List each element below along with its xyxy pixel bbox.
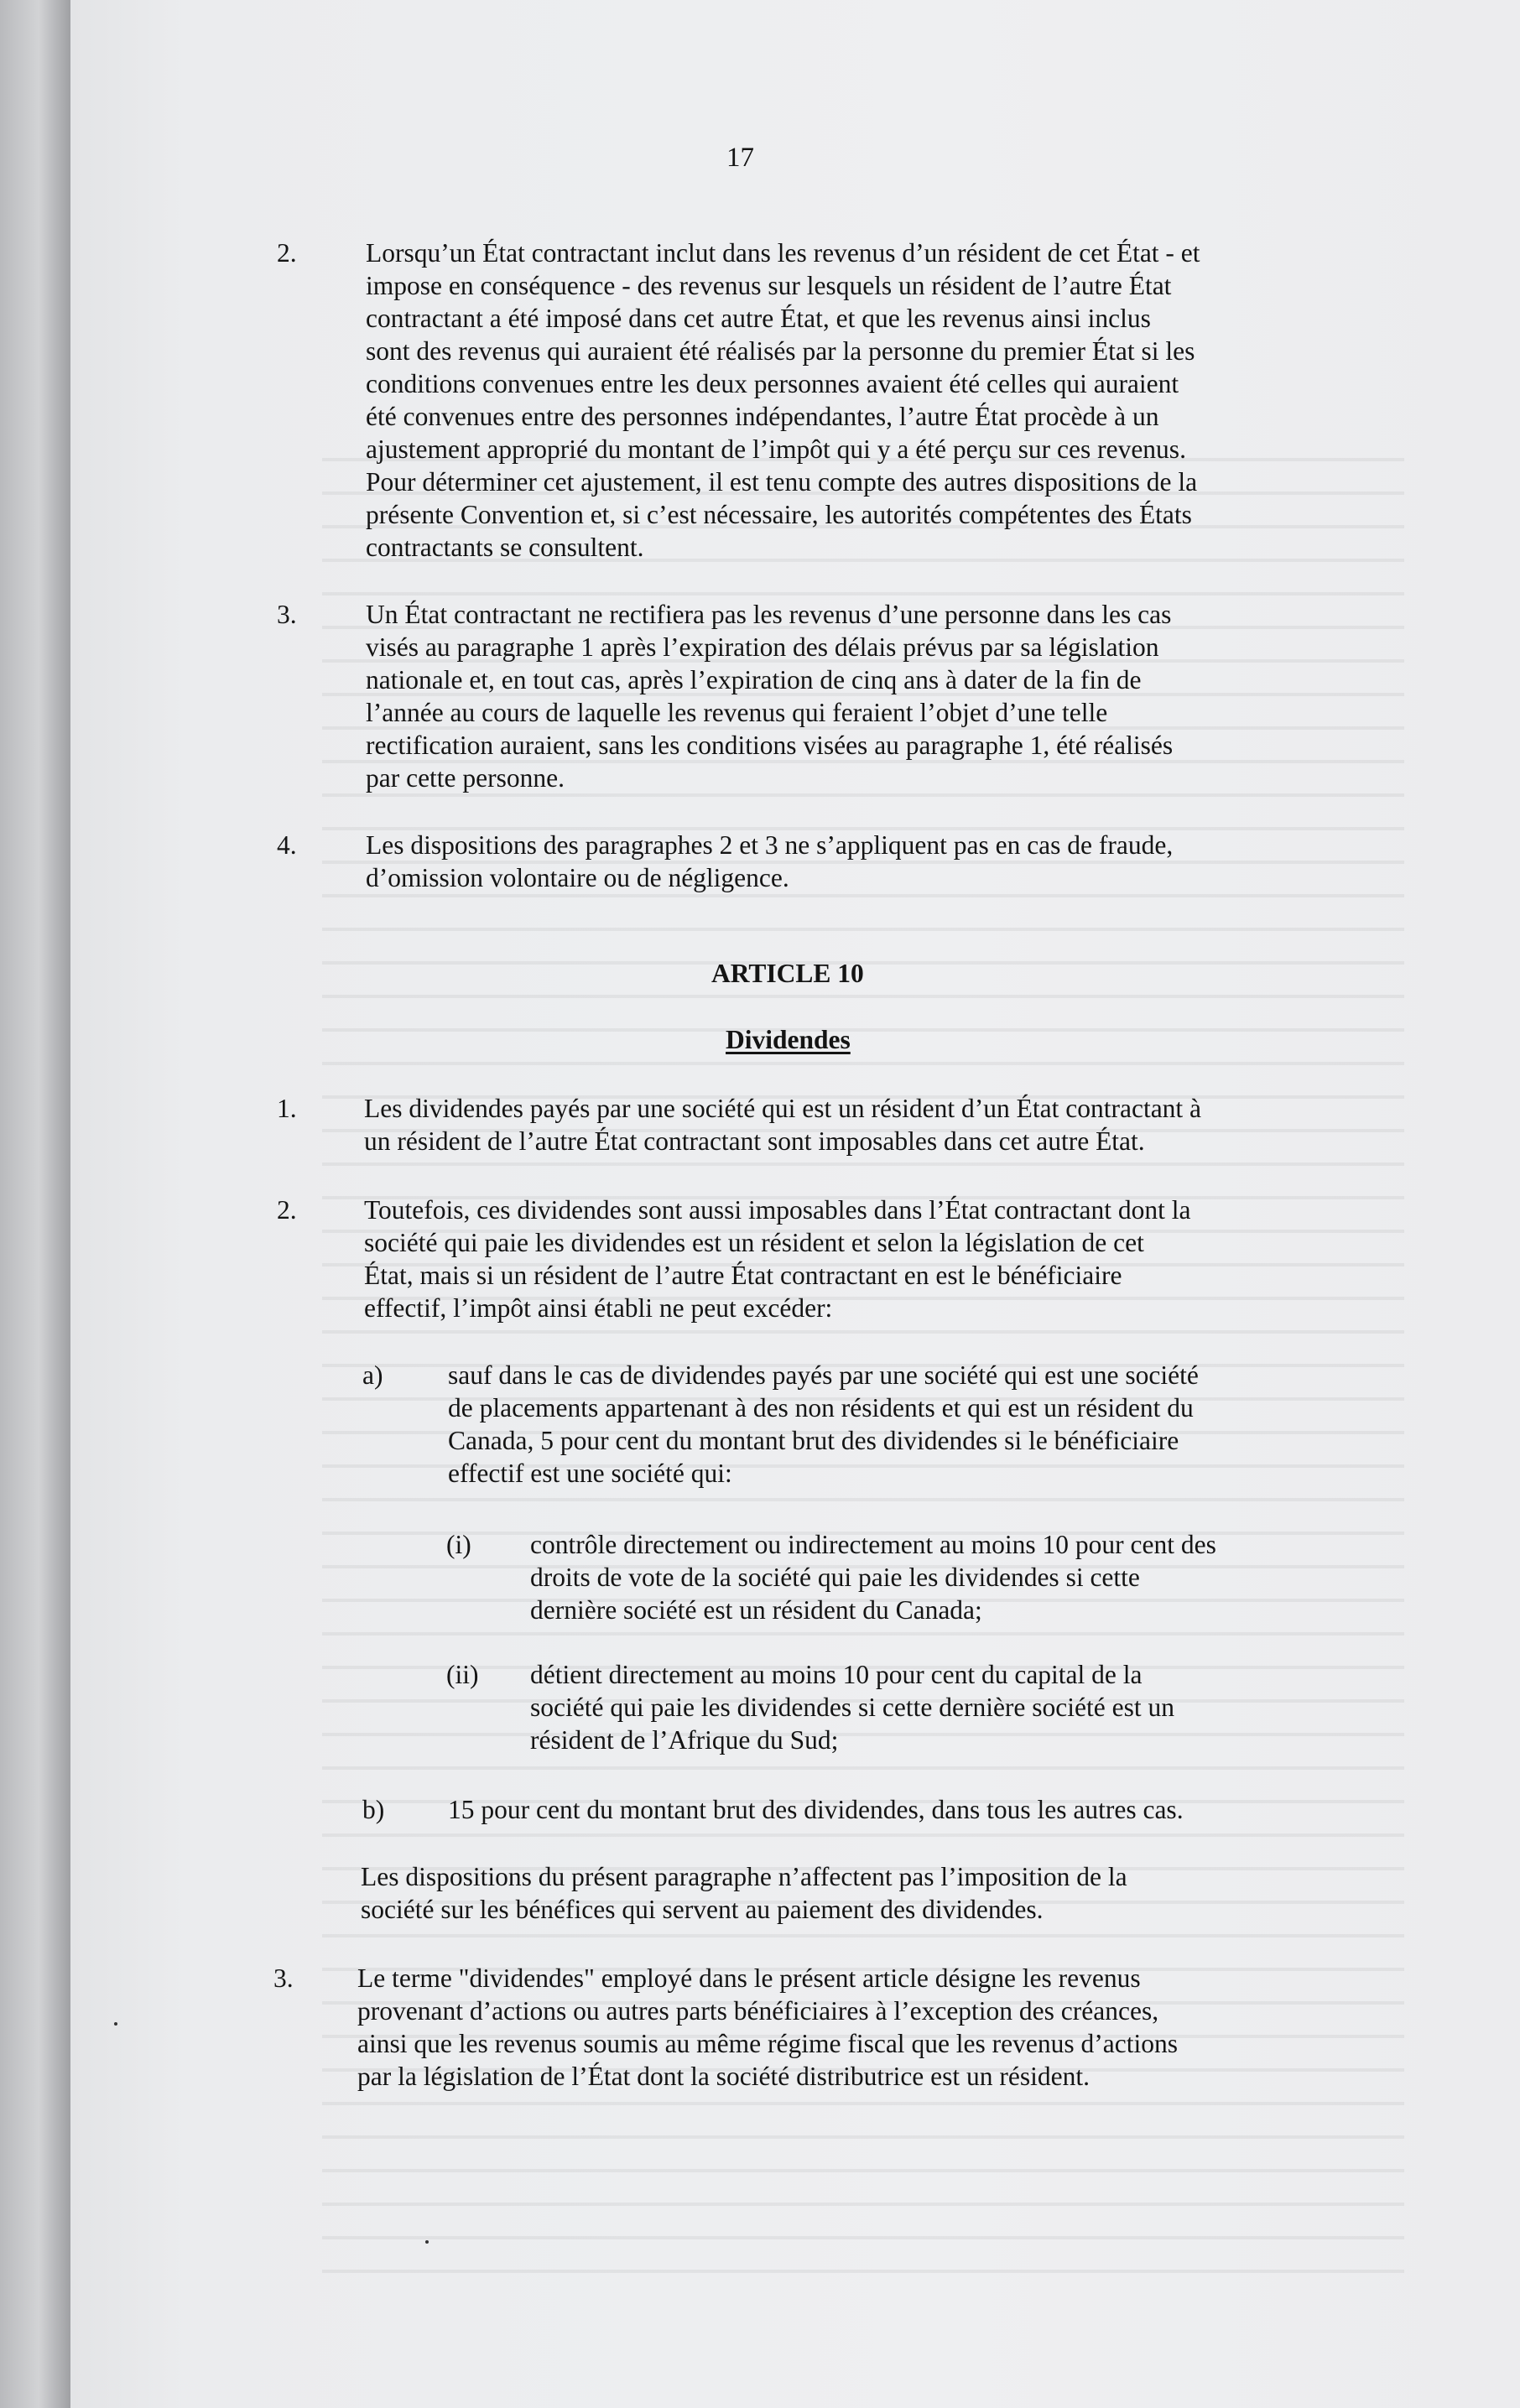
article10-paragraph-2-line-1: Toutefois, ces dividendes sont aussi imposables dans l’État contractant dont la [364,1195,1191,1225]
article10-paragraph-3-line-4: par la législation de l’État dont la société distributrice est un résident. [357,2062,1090,2091]
article10-paragraph-3-line-1: Le terme "dividendes" employé dans le présent article désigne les revenus [357,1963,1141,1993]
paragraph-2-line-7: ajustement approprié du montant de l’impôt qui y a été perçu sur ces revenus. [366,434,1186,464]
paragraph-2-line-5: conditions convenues entre les deux personnes avaient été celles qui auraient [366,369,1179,398]
paragraph-number: 2. [277,238,297,268]
item-a-line-1: sauf dans le cas de dividendes payés par une société qui est une société [448,1360,1199,1390]
item-a-line-4: effectif est une société qui: [448,1459,732,1488]
article-heading: ARTICLE 10 [711,959,864,988]
subitem-ii-line-3: résident de l’Afrique du Sud; [530,1725,839,1755]
subitem-i-line-3: dernière société est un résident du Canada; [530,1595,982,1625]
article-subheading: Dividendes [726,1025,851,1054]
article10-paragraph-1-line-2: un résident de l’autre État contractant sont imposables dans cet autre État. [364,1126,1145,1156]
paragraph-3-line-4: l’année au cours de laquelle les revenus qui feraient l’objet d’une telle [366,698,1108,727]
paragraph-2-line-3: contractant a été imposé dans cet autre État, et que les revenus ainsi inclus [366,304,1151,333]
paragraph-number: 3. [273,1963,294,1993]
binding-edge [0,0,70,2408]
subitem-ii-line-2: société qui paie les dividendes si cette dernière société est un [530,1693,1174,1722]
paragraph-2-line-9: présente Convention et, si c’est nécessaire, les autorités compétentes des États [366,500,1192,529]
subitem-label: (i) [446,1530,471,1559]
paragraph-2-line-6: été convenues entre des personnes indépendantes, l’autre État procède à un [366,402,1159,431]
article10-paragraph-2-closing-line-2: société sur les bénéfices qui servent au paiement des dividendes. [361,1895,1044,1924]
paragraph-2-line-1: Lorsqu’un État contractant inclut dans les revenus d’un résident de cet État - et [366,238,1200,268]
subitem-i-line-2: droits de vote de la société qui paie les dividendes si cette [530,1563,1140,1592]
subitem-ii-line-1: détient directement au moins 10 pour cent du capital de la [530,1660,1143,1689]
article10-paragraph-3-line-3: ainsi que les revenus soumis au même régime fiscal que les revenus d’actions [357,2029,1178,2058]
paragraph-number: 1. [277,1094,297,1123]
paragraph-3-line-2: visés au paragraphe 1 après l’expiration des délais prévus par sa législation [366,632,1159,662]
item-b-line-1: 15 pour cent du montant brut des dividendes, dans tous les autres cas. [448,1795,1184,1824]
subitem-i-line-1: contrôle directement ou indirectement au moins 10 pour cent des [530,1530,1216,1559]
paragraph-2-line-2: impose en conséquence - des revenus sur lesquels un résident de l’autre État [366,271,1172,300]
article10-paragraph-2-line-2: société qui paie les dividendes est un résident et selon la législation de cet [364,1228,1144,1257]
paper-speck [114,2022,117,2026]
paragraph-4-line-2: d’omission volontaire ou de négligence. [366,863,789,892]
item-label: b) [362,1795,385,1824]
article10-paragraph-2-closing-line-1: Les dispositions du présent paragraphe n’affectent pas l’imposition de la [361,1862,1127,1891]
paragraph-number: 4. [277,830,297,860]
paragraph-2-line-10: contractants se consultent. [366,533,644,562]
subitem-label: (ii) [446,1660,479,1689]
paragraph-4-line-1: Les dispositions des paragraphes 2 et 3 ne s’appliquent pas en cas de fraude, [366,830,1174,860]
item-a-line-2: de placements appartenant à des non résidents et qui est un résident du [448,1393,1194,1422]
paragraph-2-line-4: sont des revenus qui auraient été réalisés par la personne du premier État si les [366,336,1195,366]
article10-paragraph-2-line-4: effectif, l’impôt ainsi établi ne peut excéder: [364,1293,833,1323]
page-number: 17 [726,143,754,173]
paragraph-3-line-6: par cette personne. [366,763,565,793]
article10-paragraph-1-line-1: Les dividendes payés par une société qui est un résident d’un État contractant à [364,1094,1202,1123]
paragraph-number: 3. [277,600,297,629]
item-a-line-3: Canada, 5 pour cent du montant brut des dividendes si le bénéficiaire [448,1426,1179,1455]
paragraph-3-line-3: nationale et, en tout cas, après l’expiration de cinq ans à dater de la fin de [366,665,1142,694]
paragraph-3-line-1: Un État contractant ne rectifiera pas les revenus d’une personne dans les cas [366,600,1172,629]
item-label: a) [362,1360,383,1390]
article10-paragraph-3-line-2: provenant d’actions ou autres parts bénéficiaires à l’exception des créances, [357,1996,1159,2026]
paragraph-number: 2. [277,1195,297,1225]
paragraph-3-line-5: rectification auraient, sans les conditions visées au paragraphe 1, été réalisés [366,731,1174,760]
article10-paragraph-2-line-3: État, mais si un résident de l’autre État contractant en est le bénéficiaire [364,1261,1122,1290]
paragraph-2-line-8: Pour déterminer cet ajustement, il est tenu compte des autres dispositions de la [366,467,1198,497]
paper-speck [425,2240,429,2244]
